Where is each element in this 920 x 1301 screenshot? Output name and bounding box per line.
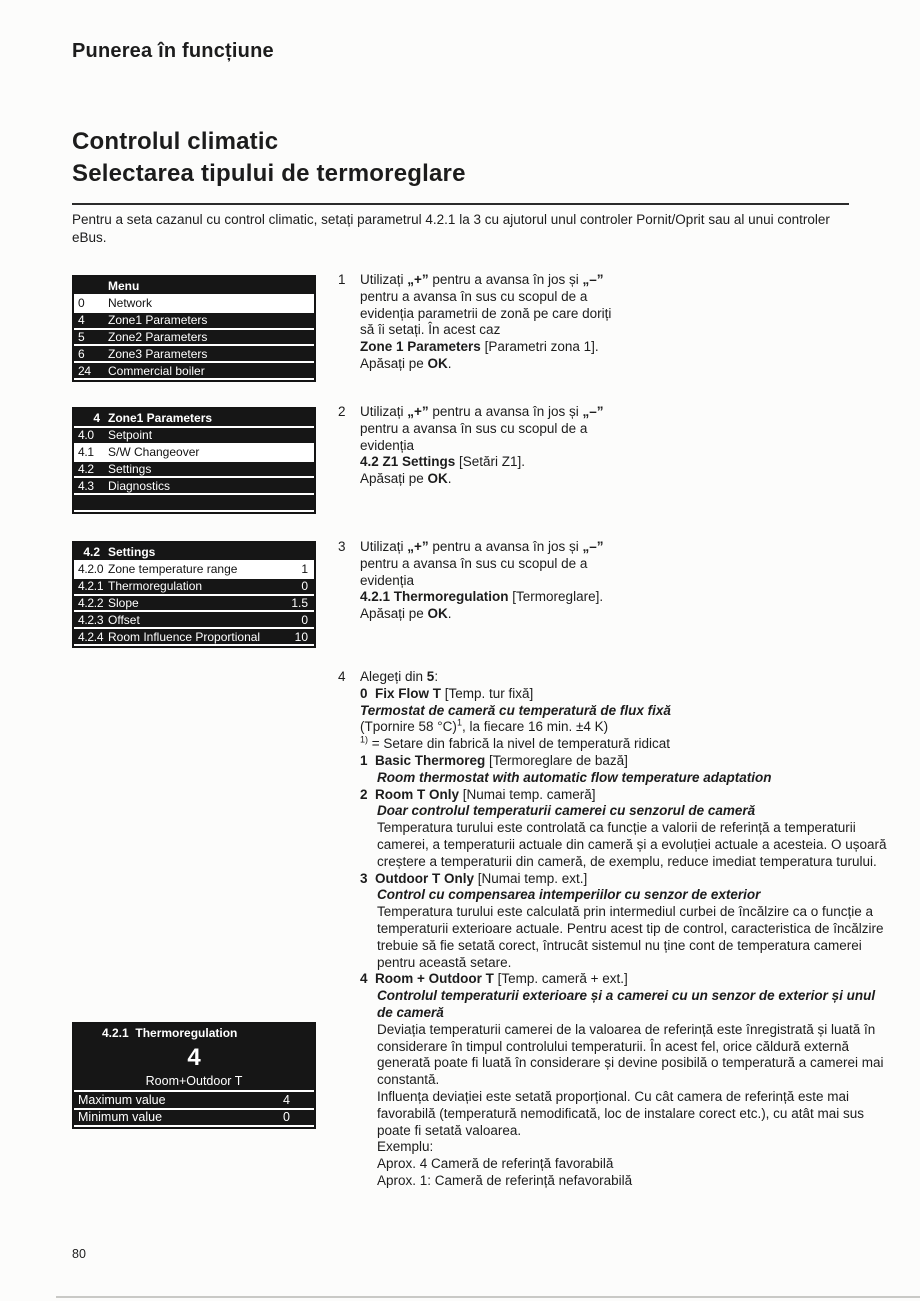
lcd-menu-header: Menu bbox=[74, 277, 314, 294]
step-1 bbox=[338, 272, 892, 373]
lcd-menu-row: 4.1 S/W Changeover bbox=[74, 445, 314, 460]
step-text-line: Aprox. 4 Cameră de referință favorabilă bbox=[377, 1156, 614, 1172]
step-text-line: (Tpornire 58 °C)$^1$, la fiecare 16 min. ±4 K) bbox=[360, 717, 609, 735]
step-text-line: 1 Basic Thermoreg [Termoreglare de bază] bbox=[360, 752, 628, 768]
step-text-line: Control cu compensarea intemperiilor cu senzor de exterior bbox=[377, 887, 761, 903]
lcd-menu-row: 24 Commercial boiler bbox=[74, 363, 314, 378]
step-text-line: Exemplu: bbox=[377, 1139, 434, 1155]
step-number: 2 bbox=[338, 404, 346, 419]
step-text-line: evidenția bbox=[360, 437, 415, 453]
step-text-line: Controlul temperaturii exterioare și a camerei cu un senzor de exterior și unul de cameră bbox=[377, 988, 876, 1020]
lcd-menu-header: 4.2 Settings bbox=[74, 543, 314, 560]
step-text-line: 3 Outdoor T Only [Numai temp. ext.] bbox=[360, 870, 588, 886]
lcd-value-row bbox=[74, 1092, 314, 1108]
step-text-line: Utilizați „+” pentru a avansa în jos și „–” bbox=[360, 272, 604, 287]
step-text-line: evidenția parametrii de zonă pe care doriți bbox=[360, 305, 612, 321]
step-number: 1 bbox=[338, 272, 346, 287]
step-text-line: Aprox. 1: Cameră de referință nefavorabilă bbox=[377, 1172, 633, 1188]
step-2 bbox=[338, 404, 892, 488]
lcd-menu-row: 5 Zone2 Parameters bbox=[74, 330, 314, 345]
step-text-line: Influența deviației este setată proporțional. Cu cât camera de referință este mai favorabilă (temperatură nemodificată, loc de instalare corect etc.), cu atât mai sus poate fi setată valoarea. bbox=[377, 1088, 864, 1138]
step-text bbox=[360, 669, 892, 1190]
section-title-line1: Controlul climatic bbox=[72, 128, 279, 155]
lcd-menu-row: 4.2.4 Room Influence Proportional 10 bbox=[74, 629, 314, 644]
step-4 bbox=[338, 669, 892, 1190]
page-number: 80 bbox=[72, 1247, 86, 1261]
step-text-line: $^{1)}$ = Setare din fabrică la nivel de temperatură ridicat bbox=[360, 734, 671, 752]
lcd-row-value: 0 bbox=[283, 1110, 290, 1125]
chapter-title: Punerea în funcțiune bbox=[72, 40, 274, 62]
step-text-line: Temperatura turului este controlată ca funcție a valorii de referință a temperaturii camerei, a temperaturii actuale din cameră și a evoluției actuale a acesteia. O ușoară creștere a temperaturii din cameră, de exemplu, reduce imediat temperatura turului. bbox=[377, 820, 887, 869]
lcd-menu-row: 4.2.3 Offset 0 bbox=[74, 612, 314, 627]
page-bottom-edge bbox=[56, 1296, 920, 1298]
lcd-current-value-label: Room+Outdoor T bbox=[74, 1074, 314, 1090]
lcd-row-value: 4 bbox=[283, 1092, 290, 1107]
step-text-line: să îi setați. În acest caz bbox=[360, 322, 501, 338]
section-title-line2: Selectarea tipului de termoreglare bbox=[72, 160, 466, 187]
lcd-current-value: 4 bbox=[74, 1042, 314, 1074]
step-text-line: 4 Room + Outdoor T [Temp. cameră + ext.] bbox=[360, 971, 628, 987]
section-title bbox=[72, 126, 466, 190]
lcd-value-row bbox=[74, 1110, 314, 1126]
step-text-line: Apăsați pe OK. bbox=[360, 471, 452, 487]
lcd-row-label: Maximum value bbox=[78, 1092, 166, 1107]
intro-paragraph: Pentru a seta cazanul cu control climatic, setați parametrul 4.2.1 la 3 cu ajutorul unul controler Pornit/Oprit sau al unui controler eBus. bbox=[72, 212, 830, 245]
step-text-line: pentru a avansa în sus cu scopul de a bbox=[360, 555, 588, 571]
lcd-menu-row: 4 Zone1 Parameters bbox=[74, 313, 314, 328]
step-text-line: Temperatura turului este calculată prin intermediul curbei de încălzire ca o funcție a temperaturii exterioare actuale. Pentru acest tip de control, caracteristica de încălzire trebuie să fie setată corect, întrucât sistemul nu ține cont de temperatura camerei pentru această setare. bbox=[377, 904, 884, 970]
step-number: 3 bbox=[338, 539, 346, 554]
lcd-menu-row bbox=[74, 495, 314, 510]
step-text bbox=[360, 539, 892, 623]
step-text-line: Termostat de cameră cu temperatură de flux fixă bbox=[360, 702, 671, 718]
lcd-menu-row: 6 Zone3 Parameters bbox=[74, 346, 314, 361]
step-text-line: evidenția bbox=[360, 572, 415, 588]
step-text-line: Room thermostat with automatic flow temperature adaptation bbox=[377, 769, 772, 785]
step-text bbox=[360, 404, 892, 488]
lcd-menu-row: 4.3 Diagnostics bbox=[74, 478, 314, 493]
lcd-screen-main-menu bbox=[72, 275, 316, 382]
lcd-menu-row: 4.0 Setpoint bbox=[74, 428, 314, 443]
step-text-line: 4.2 Z1 Settings [Setări Z1]. bbox=[360, 454, 526, 470]
lcd-menu-row: 0 Network bbox=[74, 296, 314, 311]
step-text-line: Apăsați pe OK. bbox=[360, 355, 452, 371]
step-text-line: Apăsați pe OK. bbox=[360, 606, 452, 622]
lcd-screen-zone1-parameters bbox=[72, 407, 316, 514]
step-text-line: Alegeți din 5: bbox=[360, 669, 439, 684]
lcd-menu-row: 4.2.0 Zone temperature range 1 bbox=[74, 562, 314, 577]
step-text-line: 4.2.1 Thermoregulation [Termoreglare]. bbox=[360, 589, 604, 605]
step-text-line: Utilizați „+” pentru a avansa în jos și „–” bbox=[360, 404, 604, 419]
step-3 bbox=[338, 539, 892, 623]
step-text-line: Deviația temperaturii camerei de la valoarea de referință este înregistrată și luată în considerare în timpul controlului temperaturii. În acest fel, orice căldură externă generată poate fi luată în considerare și devine posibilă o temperatură a camerei mai constantă. bbox=[377, 1021, 884, 1088]
lcd-value-header: 4.2.1 Thermoregulation bbox=[74, 1024, 314, 1042]
step-text bbox=[360, 272, 892, 373]
lcd-menu-row: 4.2.2 Slope 1.5 bbox=[74, 596, 314, 611]
step-text-line: pentru a avansa în sus cu scopul de a bbox=[360, 288, 588, 304]
divider-rule bbox=[72, 203, 849, 205]
step-text-line: pentru a avansa în sus cu scopul de a bbox=[360, 420, 588, 436]
step-text-line: 0 Fix Flow T [Temp. tur fixă] bbox=[360, 685, 534, 701]
lcd-row-label: Minimum value bbox=[78, 1110, 163, 1125]
step-text-line: Zone 1 Parameters [Parametri zona 1]. bbox=[360, 339, 599, 355]
step-text-line: 2 Room T Only [Numai temp. cameră] bbox=[360, 786, 596, 802]
lcd-menu-header: 4 Zone1 Parameters bbox=[74, 409, 314, 426]
lcd-screen-settings bbox=[72, 541, 316, 648]
lcd-screen-thermoregulation-value bbox=[72, 1022, 316, 1129]
step-text-line: Doar controlul temperaturii camerei cu senzorul de cameră bbox=[377, 803, 756, 819]
step-text-line: Utilizați „+” pentru a avansa în jos și „–” bbox=[360, 539, 604, 554]
lcd-menu-row: 4.2 Settings bbox=[74, 462, 314, 477]
lcd-menu-row: 4.2.1 Thermoregulation 0 bbox=[74, 579, 314, 594]
step-number: 4 bbox=[338, 669, 346, 684]
